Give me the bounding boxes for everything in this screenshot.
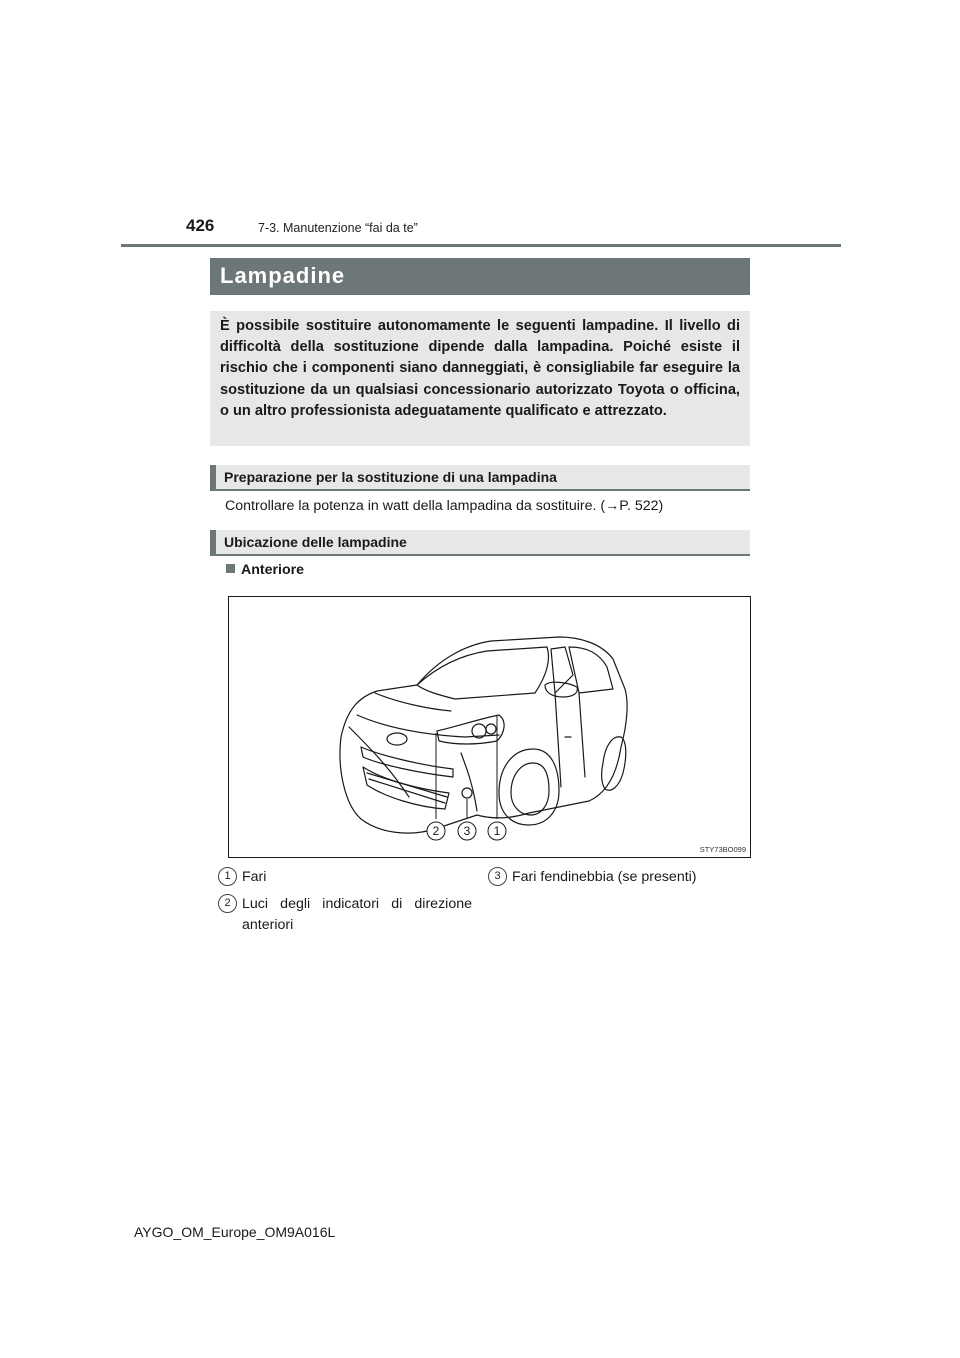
bullet-heading-front: [226, 562, 304, 578]
hood-line: [375, 693, 451, 711]
hood-edge: [357, 715, 499, 737]
legend-item-1: Fari: [242, 869, 267, 885]
subhead-marker: [210, 530, 216, 554]
intro-box: [210, 311, 750, 446]
bullet-heading-text: Anteriore: [241, 562, 305, 578]
side-window-front: [551, 647, 573, 693]
legend-num-3: 3: [488, 867, 507, 886]
windshield: [417, 647, 549, 699]
page-number: 426: [186, 216, 215, 235]
subhead-preparation: [210, 465, 750, 491]
mirror: [545, 682, 577, 697]
callout-2-label: 2: [432, 824, 440, 838]
footer-doc-id: AYGO_OM_Europe_OM9A016L: [134, 1224, 336, 1240]
section-label: 7-3. Manutenzione “fai da te”: [258, 221, 418, 235]
car-body-outline: [340, 637, 627, 833]
header-rule: [121, 244, 841, 247]
car-illustration: [229, 597, 750, 857]
subhead-marker: [210, 465, 216, 489]
callout-1-label: 1: [493, 824, 501, 838]
figure-code: STY73BO099: [699, 845, 746, 854]
subhead-preparation-text: Preparazione per la sostituzione di una lampadina: [224, 469, 557, 485]
page-title: Lampadine: [220, 263, 346, 288]
legend-item-3: Fari fendinebbia (se presenti): [512, 869, 697, 885]
callout-3-label: 3: [463, 824, 471, 838]
figure-frame: [228, 596, 751, 858]
fog-light: [462, 788, 472, 798]
subhead-location: [210, 530, 750, 556]
subhead-location-text: Ubicazione delle lampadine: [224, 534, 407, 550]
headlight: [437, 715, 504, 744]
legend-num-2: 2: [218, 894, 237, 913]
grille: [361, 747, 453, 777]
preparation-text: Controllare la potenza in watt della lampadina da sostituire. (→P. 522): [225, 498, 664, 514]
title-bar: [210, 258, 750, 295]
bullet-square-icon: [226, 564, 235, 573]
legend-num-1: 1: [218, 867, 237, 886]
legend-item-2: Luci degli indicatori di direzione anteriori: [242, 896, 472, 933]
intro-text: È possibile sostituire autonomamente le seguenti lampadine. Il livello di difficoltà della sostituzione dipende dalla lampadina. Poiché esiste il rischio che i componenti siano danneggiati, è consigliabile far eseguire la sostituzione da un qualsiasi concessionario autorizzato Toyota o officina, o un altro professionista adeguatamente qualificato e attrezzato.: [220, 318, 740, 419]
